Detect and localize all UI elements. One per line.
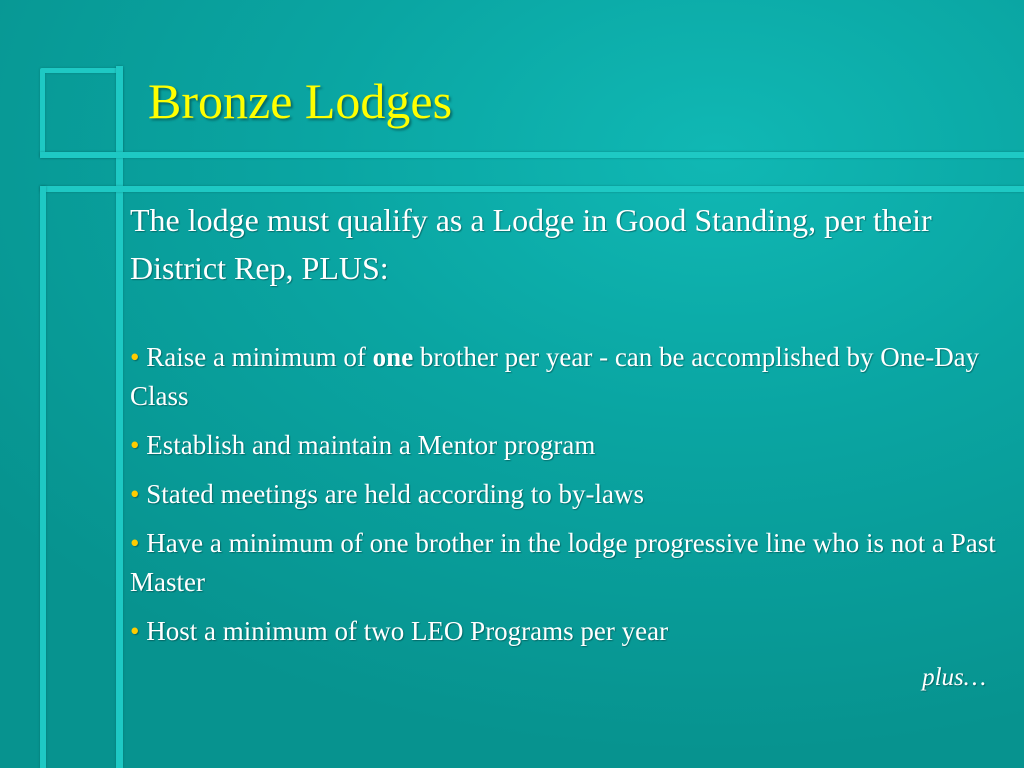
bullet-marker: • [130,342,140,372]
frame-top-horizontal-line [40,152,1024,158]
bullet-marker: • [130,430,140,460]
requirements-list [130,338,1000,661]
bullet-marker: • [130,479,140,509]
bullet-text: Establish and maintain a Mentor program [146,430,596,460]
list-item [130,524,1000,602]
frame-corner-square [40,68,123,158]
slide-title: Bronze Lodges [148,73,453,129]
bullet-emphasis: one [372,342,414,372]
bullet-marker: • [130,616,140,646]
bullet-text: Host a minimum of two LEO Programs per year [146,616,669,646]
list-item [130,612,1000,651]
intro-text: The lodge must qualify as a Lodge in Good Standing, per their District Rep, PLUS: [130,202,932,286]
bullet-text: Raise a minimum of [146,342,373,372]
bullet-text-continued: brother per year - can be accomplished by One-Day Class [130,342,980,411]
list-item [130,338,1000,416]
frame-second-horizontal-line [40,186,1024,192]
bullet-text: Stated meetings are held according to by-laws [146,479,645,509]
continuation-note: plus… [922,664,986,691]
bullet-marker: • [130,528,140,558]
frame-vertical-line [116,66,123,768]
frame-left-vertical-line [40,186,46,768]
list-item [130,426,1000,465]
bullet-text: Have a minimum of one brother in the lodge progressive line who is not a Past Master [130,528,996,597]
list-item [130,475,1000,514]
